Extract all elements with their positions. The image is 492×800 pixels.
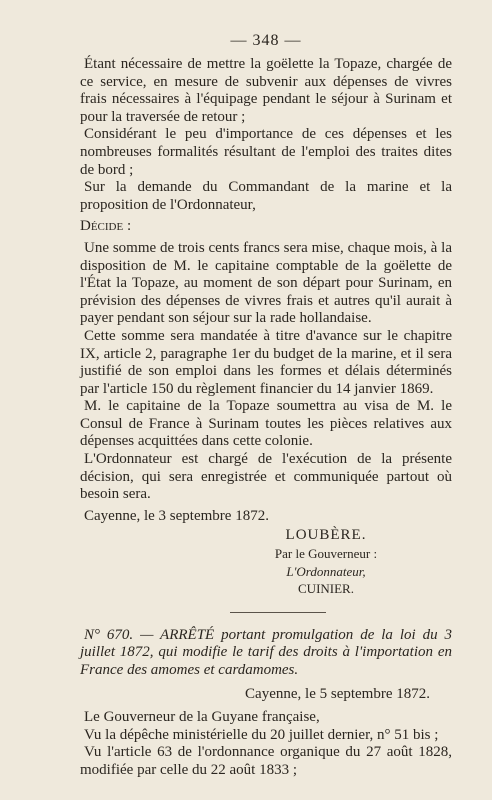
paragraph-3: Sur la demande du Commandant de la marine et la proposition de l'Ordonnateur,: [80, 179, 452, 213]
date-line-1: Cayenne, le 3 septembre 1872.: [84, 507, 269, 524]
paragraph-9: Vu la dépêche ministérielle du 20 juillet dernier, n° 51 bis ;: [84, 726, 439, 743]
paragraph-2: Considérant le peu d'importance de ces dépenses et les nombreuses formalités résultant de l'emploi des traites dites de bord ;: [80, 126, 452, 178]
arrete-title: N° 670. — ARRÊTÉ portant promulgation de la loi du 3 juillet 1872, qui modifie le tarif des droits à l'importation en France des amomes et cardamomes.: [80, 626, 452, 678]
ordonnateur-name: CUINIER.: [298, 581, 354, 597]
decide-heading: Décide :: [80, 218, 132, 235]
by-governor: Par le Gouverneur :: [274, 546, 378, 562]
paragraph-1: Étant nécessaire de mettre la goëlette la Topaze, chargée de ce service, en mesure de subvenir aux dépenses de vivres frais nécessaires à l'équipage pendant le séjour à Surinam et pour la traversée de retour ;: [80, 56, 452, 125]
signature-name: LOUBÈRE.: [285, 527, 367, 544]
ordonnateur-title: L'Ordonnateur,: [286, 563, 366, 579]
paragraph-7: L'Ordonnateur est chargé de l'exécution de la présente décision, qui sera enregistrée et communiquée partout où besoin sera.: [80, 451, 452, 503]
date-line-2: Cayenne, le 5 septembre 1872.: [245, 685, 430, 702]
paragraph-5: Cette somme sera mandatée à titre d'avance sur le chapitre IX, article 2, paragraphe 1er du budget de la marine, et il sera justifié de son emploi dans les formes et délais déterminés par l'article 150 du règlement financier du 14 janvier 1869.: [80, 327, 452, 397]
section-divider: [230, 612, 326, 613]
page-number: — 348 —: [230, 32, 302, 49]
paragraph-8: Le Gouverneur de la Guyane française,: [84, 709, 320, 726]
paragraph-10: Vu l'article 63 de l'ordonnance organique du 27 août 1828, modifiée par celle du 22 août 1833 ;: [80, 744, 452, 778]
paragraph-6: M. le capitaine de la Topaze soumettra au visa de M. le Consul de France à Surinam toutes les pièces relatives aux dépenses acquittées dans cette colonie.: [80, 398, 452, 450]
paragraph-4: Une somme de trois cents francs sera mise, chaque mois, à la disposition de M. le capitaine comptable de la goëlette de l'État la Topaze, au moment de son départ pour Surinam, en prévision des dépenses de vivres frais et autres qu'il aurait à payer pendant son séjour sur la rade hollandaise.: [80, 239, 452, 327]
